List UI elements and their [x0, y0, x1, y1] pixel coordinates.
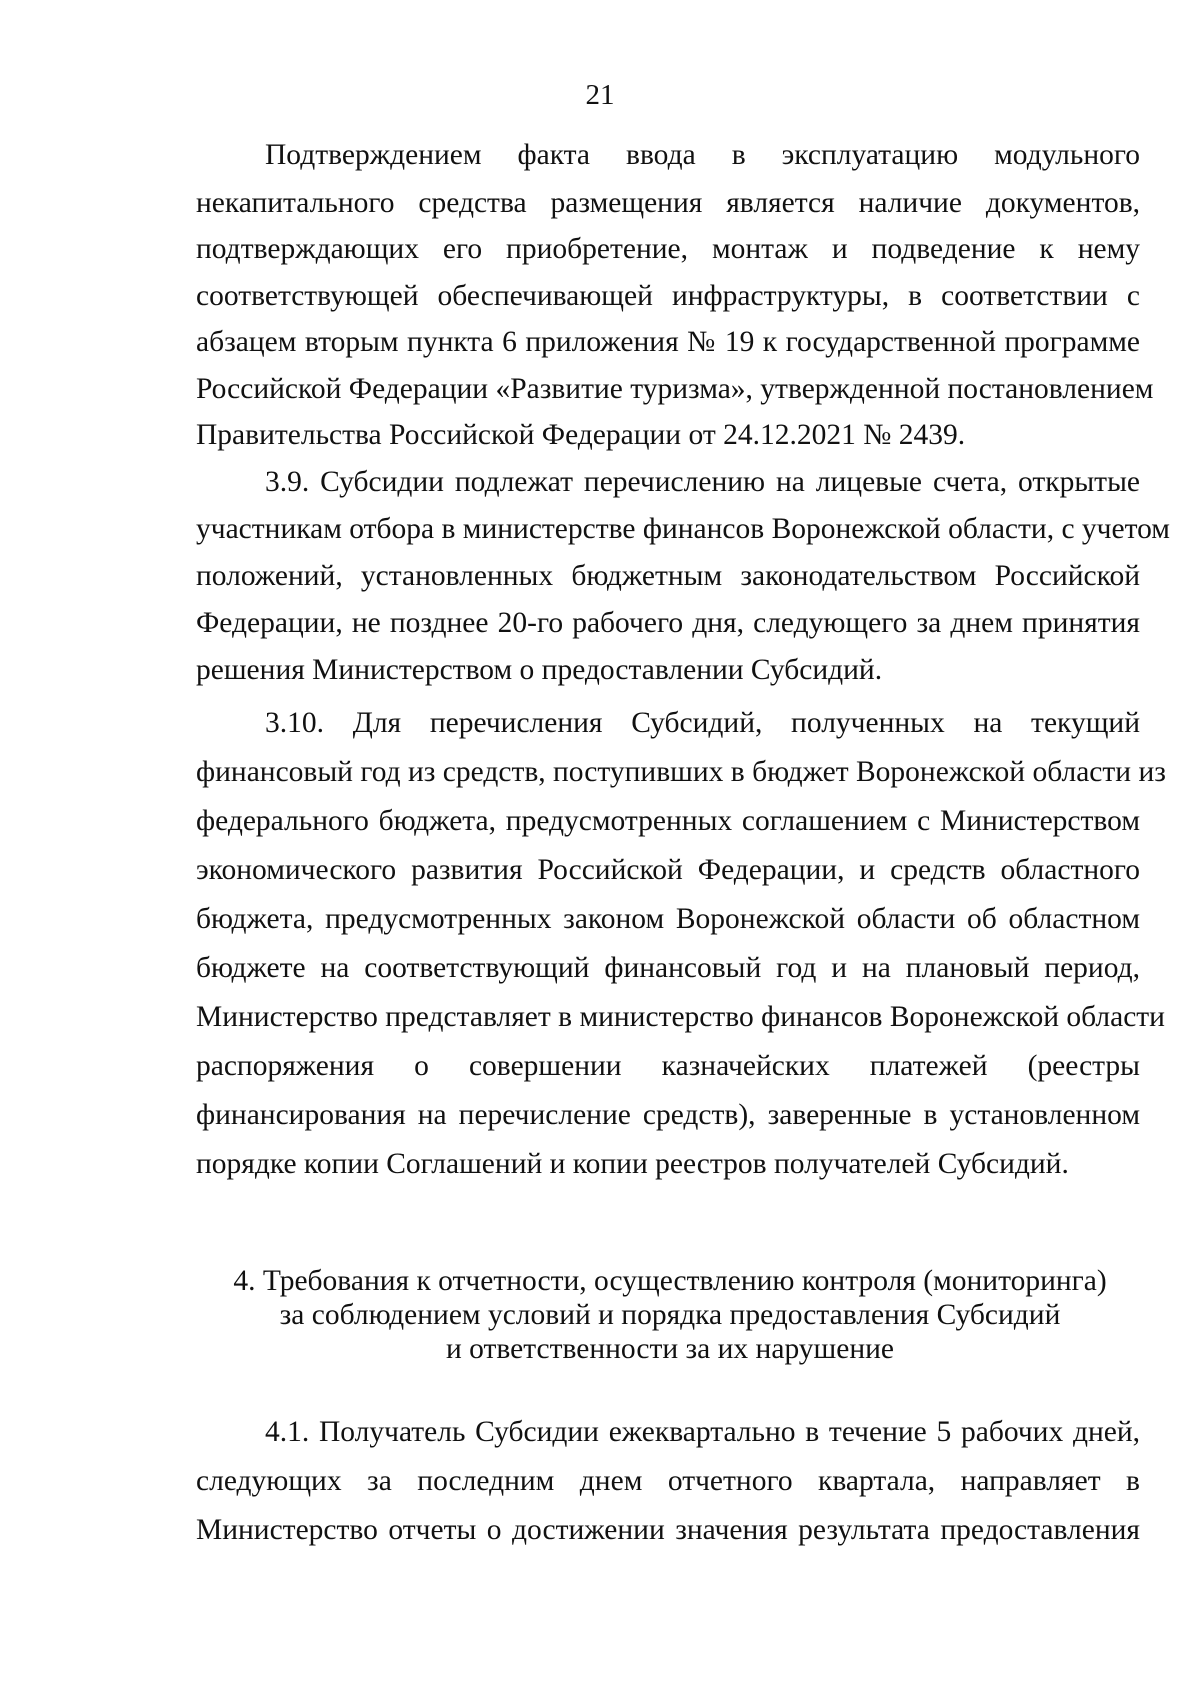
text-line: распоряжения о совершении казначейских платежей (реестры	[196, 1050, 1140, 1082]
page-number: 21	[585, 79, 615, 111]
text-line: Федерации, не позднее 20-го рабочего дня, следующего за днем принятия	[196, 607, 1140, 639]
text-line: Министерство представляет в министерство финансов Воронежской области	[196, 1001, 1165, 1033]
text-line: федерального бюджета, предусмотренных соглашением с Министерством	[196, 805, 1140, 837]
text-line: следующих за последним днем отчетного квартала, направляет в	[196, 1465, 1140, 1497]
text-line: участникам отбора в министерстве финансов Воронежской области, с учетом	[196, 513, 1170, 545]
text-line: бюджета, предусмотренных законом Воронежской области об областном	[196, 903, 1140, 935]
section-heading: и ответственности за их нарушение	[445, 1333, 895, 1365]
text-line: абзацем вторым пункта 6 приложения № 19 к государственной программе	[196, 326, 1140, 358]
text-line: финансовый год из средств, поступивших в бюджет Воронежской области из	[196, 756, 1166, 788]
text-line: Министерство отчеты о достижении значения результата предоставления	[196, 1514, 1140, 1546]
text-line: 4.1. Получатель Субсидии ежеквартально в течение 5 рабочих дней,	[265, 1416, 1140, 1448]
section-heading: за соблюдением условий и порядка предоставления Субсидий	[279, 1299, 1061, 1331]
text-line: Подтверждением факта ввода в эксплуатацию модульного	[265, 139, 1140, 171]
text-line: порядке копии Соглашений и копии реестров получателей Субсидий.	[196, 1148, 1069, 1180]
text-line: положений, установленных бюджетным законодательством Российской	[196, 560, 1140, 592]
text-line: Правительства Российской Федерации от 24.12.2021 № 2439.	[196, 419, 966, 451]
text-line: некапитального средства размещения является наличие документов,	[196, 187, 1140, 219]
text-line: бюджете на соответствующий финансовый год и на плановый период,	[196, 952, 1140, 984]
text-line: экономического развития Российской Федерации, и средств областного	[196, 854, 1140, 886]
text-line: финансирования на перечисление средств), заверенные в установленном	[196, 1099, 1140, 1131]
text-line: 3.9. Субсидии подлежат перечислению на лицевые счета, открытые	[265, 466, 1140, 498]
text-line: 3.10. Для перечисления Субсидий, полученных на текущий	[265, 707, 1140, 739]
text-line: соответствующей обеспечивающей инфраструктуры, в соответствии с	[196, 280, 1140, 312]
section-heading: 4. Требования к отчетности, осуществлению контроля (мониторинга)	[233, 1265, 1107, 1297]
text-line: подтверждающих его приобретение, монтаж и подведение к нему	[196, 233, 1140, 265]
text-line: Российской Федерации «Развитие туризма», утвержденной постановлением	[196, 373, 1154, 405]
text-line: решения Министерством о предоставлении Субсидий.	[196, 654, 883, 686]
